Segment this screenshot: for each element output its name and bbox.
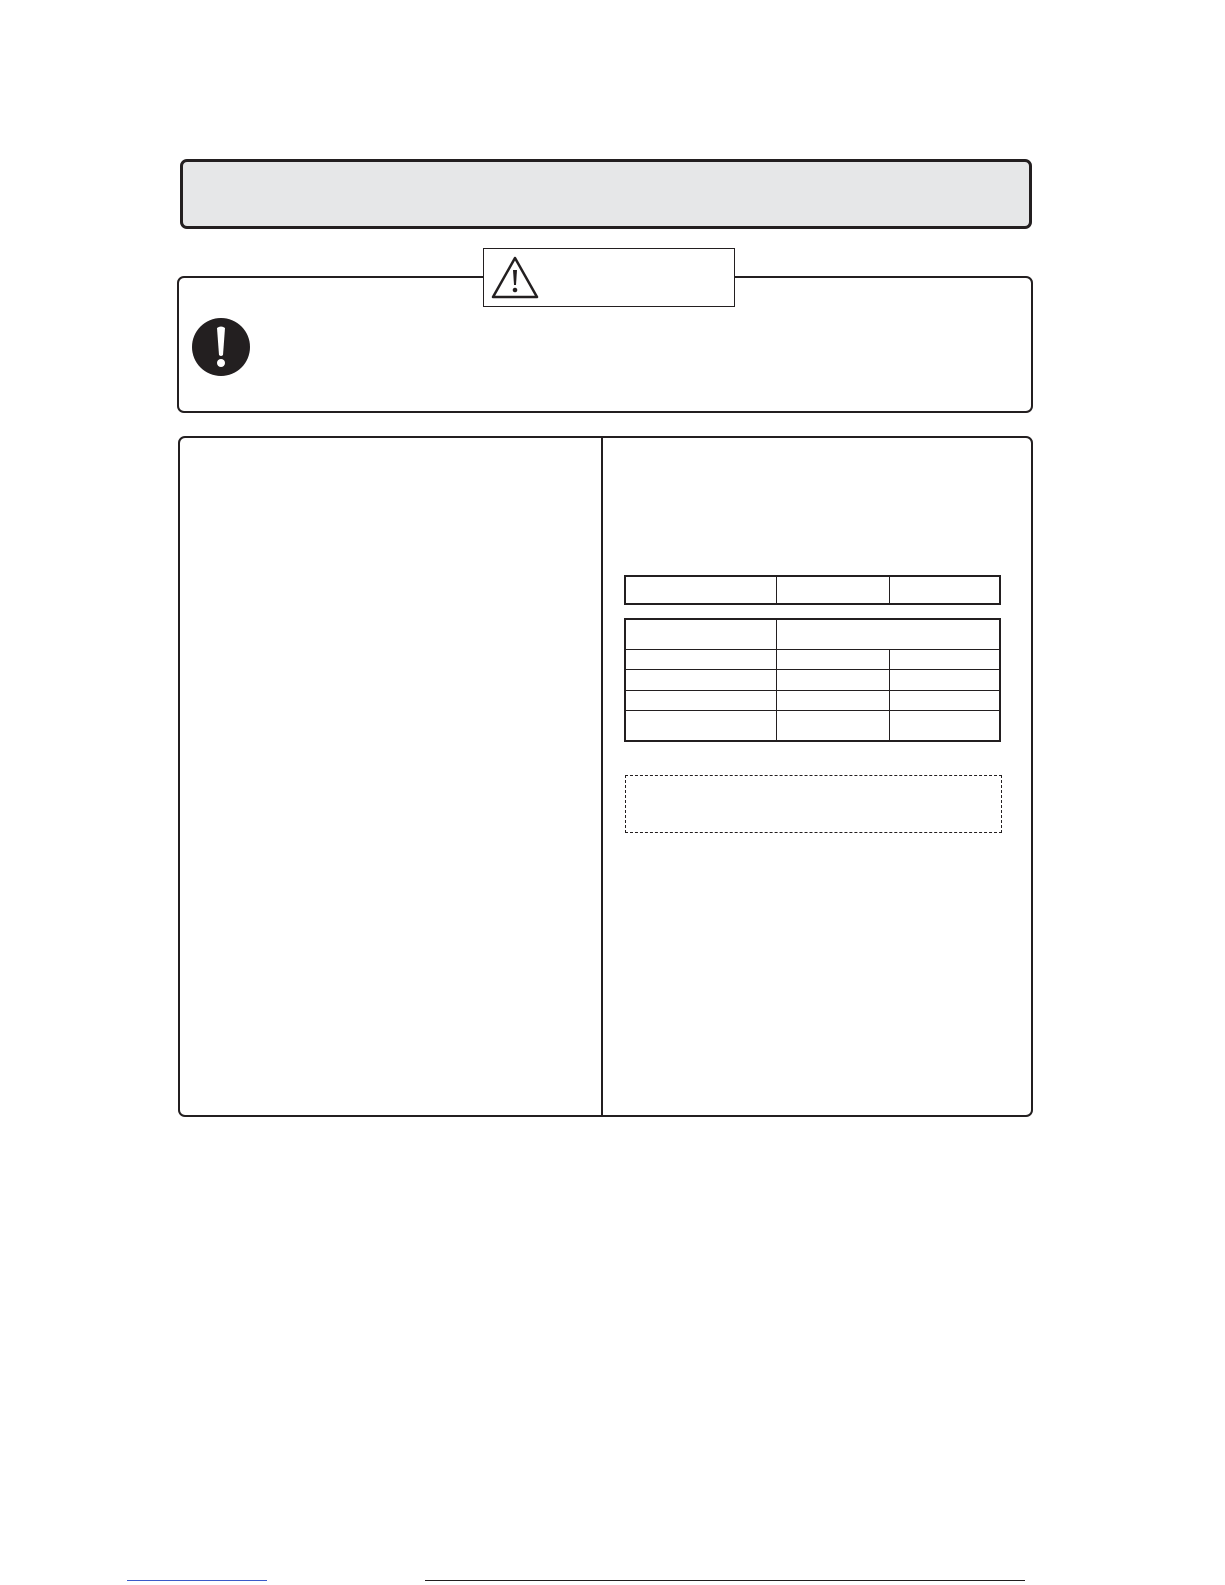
table-cell [890,650,1001,670]
mandatory-action-icon [191,317,251,377]
warning-label [483,248,735,307]
table-cell [777,619,1001,650]
table-row [625,710,1000,741]
table-cell [777,576,890,604]
table-row [625,619,1000,650]
table-row [625,670,1000,690]
column-divider [601,437,603,1115]
footer-link-underline [127,1580,267,1581]
note-box [625,775,1002,833]
table-cell [890,710,1001,741]
table-cell [777,670,890,690]
table-cell [625,619,777,650]
section-title-box [180,159,1032,229]
table-cell [625,690,777,710]
table-cell [625,670,777,690]
spec-table [624,618,1001,742]
table-cell [625,576,777,604]
table-row [625,576,1000,604]
table-row [625,690,1000,710]
warning-triangle-icon [490,255,540,301]
table-cell [777,690,890,710]
spec-table-header [624,575,1001,605]
table-row [625,650,1000,670]
table-cell [625,650,777,670]
table-cell [625,710,777,741]
table-cell [777,710,890,741]
table-cell [890,576,1001,604]
table-cell [777,650,890,670]
table-cell [890,670,1001,690]
table-cell [890,690,1001,710]
footer-rule [425,1580,1025,1581]
